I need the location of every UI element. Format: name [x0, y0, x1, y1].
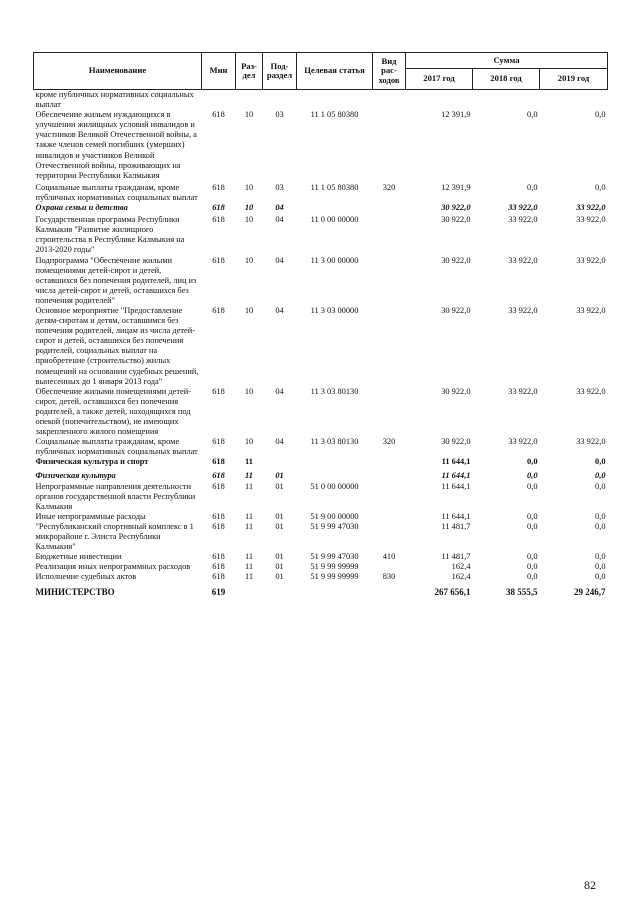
row-sum-2017: 30 922,0	[441, 305, 471, 315]
row-expense-type	[373, 90, 406, 111]
row-target-article: 11 3 03 80130	[310, 437, 359, 447]
row-expense-type	[373, 512, 406, 522]
table-row	[34, 437, 608, 457]
row-name: Непрограммные направления деятельности органов государственной власти Республики Калмыкия	[35, 481, 196, 511]
row-min: 618	[212, 437, 225, 447]
row-min: 618	[212, 471, 225, 481]
row-razdel: 11	[245, 471, 253, 481]
row-sum-2019: 0,0	[595, 521, 606, 531]
header-sum: Сумма	[406, 53, 608, 69]
row-name: Государственная программа Республики Калмыкия "Развитие жилищного строительства в Республике Калмыкия на 2013-2020 годы"	[35, 215, 185, 255]
row-podrazdel: 04	[275, 255, 284, 265]
row-name: Социальные выплаты гражданам, кроме публичных нормативных социальных выплат	[35, 437, 198, 457]
row-sum-2019: 0,0	[595, 562, 606, 572]
row-sum-2018: 0,0	[527, 552, 538, 562]
row-sum-2018: 0,0	[527, 511, 538, 521]
row-sum-2017: 267 656,1	[434, 586, 471, 597]
row-sum-2018: 33 922,0	[508, 437, 538, 447]
row-podrazdel: 01	[275, 552, 284, 562]
row-sum-2018: 33 922,0	[508, 305, 538, 315]
row-expense-type: 830	[382, 572, 396, 582]
row-sum-2017: 12 391,9	[441, 110, 471, 120]
table-row	[34, 203, 608, 215]
row-sum-2019: 29 246,7	[574, 586, 606, 597]
row-target-article	[297, 90, 373, 111]
row-target-article: 11 3 00 00000	[310, 255, 359, 265]
row-min: 618	[212, 511, 225, 521]
row-name: Охрана семьи и детства	[35, 203, 128, 213]
row-razdel: 10	[244, 255, 254, 265]
row-min: 618	[212, 562, 225, 572]
row-target-article: 11 1 05 80380	[310, 110, 359, 120]
row-razdel: 10	[244, 437, 254, 447]
row-razdel: 10	[244, 203, 254, 213]
row-sum-2019: 0,0	[595, 572, 606, 582]
row-min: 618	[212, 481, 225, 491]
row-name: Обеспечение жильем нуждающихся в улучшении жилищных условий инвалидов и участников Великой Отечественной войны, а также членов семей погибших (умерших) инвалидов и участников Великой Отечественной войны, проживающих на территории Республики Калмыкия	[35, 110, 197, 180]
row-razdel: 11	[244, 562, 254, 572]
row-sum-2018: 0,0	[527, 110, 538, 120]
row-min: 618	[212, 305, 225, 315]
table-row	[34, 387, 608, 437]
row-expense-type	[373, 562, 406, 572]
header-min: Мин	[202, 53, 236, 90]
row-sum-2017: 11 644,1	[441, 481, 471, 491]
row-target-article: 11 0 00 00000	[310, 215, 359, 225]
row-min: 618	[212, 182, 225, 192]
table-row	[34, 562, 608, 572]
row-podrazdel: 04	[275, 305, 284, 315]
row-sum-2019: 0,0	[595, 552, 606, 562]
row-sum-2018: 0,0	[527, 562, 538, 572]
row-podrazdel: 01	[275, 511, 284, 521]
row-target-article: 51 9 99 99999	[310, 572, 359, 582]
row-sum-2017: 30 922,0	[441, 203, 471, 213]
header-podrazdel: Под-раздел	[263, 53, 297, 90]
row-min: 618	[212, 552, 225, 562]
row-sum-2017: 12 391,9	[441, 182, 471, 192]
row-razdel: 11	[244, 572, 254, 582]
row-razdel: 10	[244, 215, 254, 225]
table-row	[34, 522, 608, 552]
row-sum-2017: 162,4	[451, 572, 471, 582]
row-sum-2017: 11 644,1	[441, 457, 471, 467]
row-min: 618	[212, 255, 225, 265]
row-expense-type	[373, 215, 406, 255]
row-sum-2018	[473, 90, 540, 111]
row-expense-type	[373, 256, 406, 306]
row-name: Исполнение судебных актов	[35, 572, 137, 582]
table-row	[34, 90, 608, 111]
row-name: Социальные выплаты гражданам, кроме публичных нормативных социальных выплат	[35, 182, 198, 202]
row-target-article: 51 9 00 00000	[310, 511, 359, 521]
row-sum-2017: 30 922,0	[441, 255, 471, 265]
row-expense-type: 320	[382, 437, 396, 447]
row-name: Основное мероприятие "Предоставление детям-сиротам и детям, оставшимся без попечения родителей, лицам из числа детей-сирот и детей, оставшихся без попечения родителей, социальных выплат на приобретение (строительство) жилых помещений на основании судебных решений, вынесенных до 1 января 2013 года"	[35, 305, 199, 386]
row-sum-2018: 0,0	[527, 572, 538, 582]
row-sum-2017: 162,4	[451, 562, 471, 572]
row-razdel: 11	[244, 511, 254, 521]
row-target-article	[297, 457, 373, 471]
row-expense-type	[373, 203, 406, 215]
row-expense-type	[373, 110, 406, 183]
row-razdel: 11	[244, 481, 254, 491]
row-sum-2018: 33 922,0	[508, 203, 538, 213]
row-razdel: 11	[245, 457, 253, 467]
row-podrazdel: 04	[275, 203, 284, 213]
row-min: 618	[212, 215, 225, 225]
row-podrazdel: 04	[275, 437, 284, 447]
row-min: 618	[212, 203, 225, 213]
row-sum-2018: 33 922,0	[508, 215, 538, 225]
row-podrazdel: 04	[275, 386, 284, 396]
row-target-article: 51 9 99 47030	[310, 521, 359, 531]
row-sum-2019: 0,0	[595, 110, 606, 120]
row-target-article	[297, 587, 373, 597]
header-expense-type: Вид рас-ходов	[373, 53, 406, 90]
row-sum-2017: 30 922,0	[441, 215, 471, 225]
budget-table-sheet	[33, 52, 607, 597]
row-sum-2018: 0,0	[527, 182, 538, 192]
row-name: Иные непрограммные расходы	[35, 511, 146, 521]
row-podrazdel	[263, 457, 297, 471]
row-podrazdel: 01	[275, 481, 284, 491]
header-year-2018: 2018 год	[473, 69, 540, 90]
row-razdel: 11	[244, 552, 254, 562]
row-razdel: 11	[244, 521, 254, 531]
row-min: 618	[212, 521, 225, 531]
row-sum-2019: 33 922,0	[576, 203, 606, 213]
row-podrazdel	[263, 587, 297, 597]
row-min: 618	[212, 572, 225, 582]
row-min: 618	[212, 386, 225, 396]
table-row	[34, 215, 608, 255]
table-row	[34, 471, 608, 481]
row-razdel: 10	[244, 386, 254, 396]
row-name: МИНИСТЕРСТВО	[35, 586, 115, 597]
budget-table	[33, 52, 608, 597]
row-name: Бюджетные инвестиции	[35, 552, 122, 562]
row-sum-2017: 11 481,7	[441, 552, 471, 562]
row-name: Подпрограмма "Обеспечение жилыми помещениями детей-сирот и детей, оставшихся без попечения родителей, лиц из числа детей-сирот и детей, оставшихся без попечения родителей"	[35, 255, 197, 305]
row-name: "Республиканский спортивный комплекс в 1 микрорайоне г. Элиста Республики Калмыкия"	[35, 521, 194, 552]
row-razdel: 10	[244, 110, 254, 120]
page-number: 82	[584, 878, 596, 892]
row-sum-2018: 33 922,0	[508, 255, 538, 265]
row-sum-2019: 33 922,0	[576, 215, 606, 225]
row-target-article	[297, 471, 373, 481]
row-podrazdel: 04	[275, 215, 284, 225]
table-row	[34, 572, 608, 586]
row-podrazdel: 01	[275, 471, 284, 481]
row-sum-2019: 33 922,0	[576, 255, 606, 265]
header-name: Наименование	[34, 53, 202, 90]
row-name: Физическая культура	[35, 471, 116, 481]
row-sum-2019	[540, 90, 608, 111]
table-header	[34, 53, 608, 90]
row-sum-2018: 33 922,0	[508, 386, 538, 396]
row-min: 618	[212, 457, 225, 467]
row-sum-2017: 30 922,0	[441, 437, 471, 447]
row-target-article: 51 9 99 99999	[310, 562, 359, 572]
row-name: Реализация иных непрограммных расходов	[35, 562, 191, 572]
row-target-article	[297, 203, 373, 215]
row-target-article: 51 9 99 47030	[310, 552, 359, 562]
row-sum-2017: 11 644,1	[441, 511, 471, 521]
row-sum-2017	[406, 90, 473, 111]
row-expense-type	[373, 482, 406, 512]
table-row	[34, 306, 608, 387]
row-sum-2019: 0,0	[595, 481, 606, 491]
row-sum-2019: 0,0	[595, 511, 606, 521]
header-target-article: Целевая статья	[297, 53, 373, 90]
header-year-2017: 2017 год	[406, 69, 473, 90]
row-sum-2017: 11 644,1	[441, 471, 471, 481]
row-target-article: 51 0 00 00000	[310, 481, 359, 491]
table-row	[34, 183, 608, 203]
row-razdel	[236, 587, 263, 597]
row-sum-2019: 0,0	[595, 471, 606, 481]
table-row	[34, 512, 608, 522]
row-target-article: 11 1 05 80380	[310, 182, 359, 192]
row-target-article: 11 3 03 00000	[310, 305, 359, 315]
row-name: кроме публичных нормативных социальных выплат	[35, 90, 194, 110]
row-podrazdel	[263, 90, 297, 111]
table-row	[34, 587, 608, 597]
row-razdel: 10	[244, 305, 254, 315]
row-podrazdel: 03	[275, 110, 284, 120]
row-sum-2019: 33 922,0	[576, 437, 606, 447]
row-expense-type	[373, 387, 406, 437]
row-sum-2018: 0,0	[527, 457, 538, 467]
row-min: 619	[211, 586, 226, 597]
header-razdel: Раз-дел	[236, 53, 263, 90]
table-row	[34, 256, 608, 306]
row-sum-2017: 11 481,7	[441, 521, 471, 531]
row-podrazdel: 01	[275, 562, 284, 572]
row-expense-type	[373, 471, 406, 481]
row-podrazdel: 03	[275, 182, 284, 192]
row-expense-type: 410	[382, 552, 396, 562]
row-sum-2017: 30 922,0	[441, 386, 471, 396]
row-sum-2018: 0,0	[527, 481, 538, 491]
table-row	[34, 110, 608, 183]
row-sum-2018: 0,0	[527, 471, 538, 481]
table-row	[34, 482, 608, 512]
row-expense-type	[373, 457, 406, 471]
row-sum-2019: 33 922,0	[576, 305, 606, 315]
row-sum-2019: 33 922,0	[576, 386, 606, 396]
row-min	[202, 90, 236, 111]
table-row	[34, 457, 608, 471]
row-target-article: 11 3 03 80130	[310, 386, 359, 396]
row-min: 618	[212, 110, 225, 120]
row-name: Обеспечение жилыми помещениями детей-сирот, детей, оставшихся без попечения родителей, а также детей, находящихся под опекой (попечительством), не имеющих закрепленного жилого помещения	[35, 386, 191, 437]
row-expense-type: 320	[382, 182, 396, 192]
table-row	[34, 552, 608, 562]
header-year-2019: 2019 год	[540, 69, 608, 90]
row-sum-2019: 0,0	[595, 457, 606, 467]
row-razdel	[236, 90, 263, 111]
row-sum-2018: 38 555,5	[506, 586, 538, 597]
row-sum-2019: 0,0	[595, 182, 606, 192]
row-expense-type	[373, 522, 406, 552]
row-sum-2018: 0,0	[527, 521, 538, 531]
row-podrazdel: 01	[275, 521, 284, 531]
row-name: Физическая культура и спорт	[35, 457, 149, 467]
row-razdel: 10	[244, 182, 254, 192]
row-expense-type	[373, 306, 406, 387]
row-expense-type	[373, 587, 406, 597]
table-body	[34, 90, 608, 597]
row-podrazdel: 01	[275, 572, 284, 582]
